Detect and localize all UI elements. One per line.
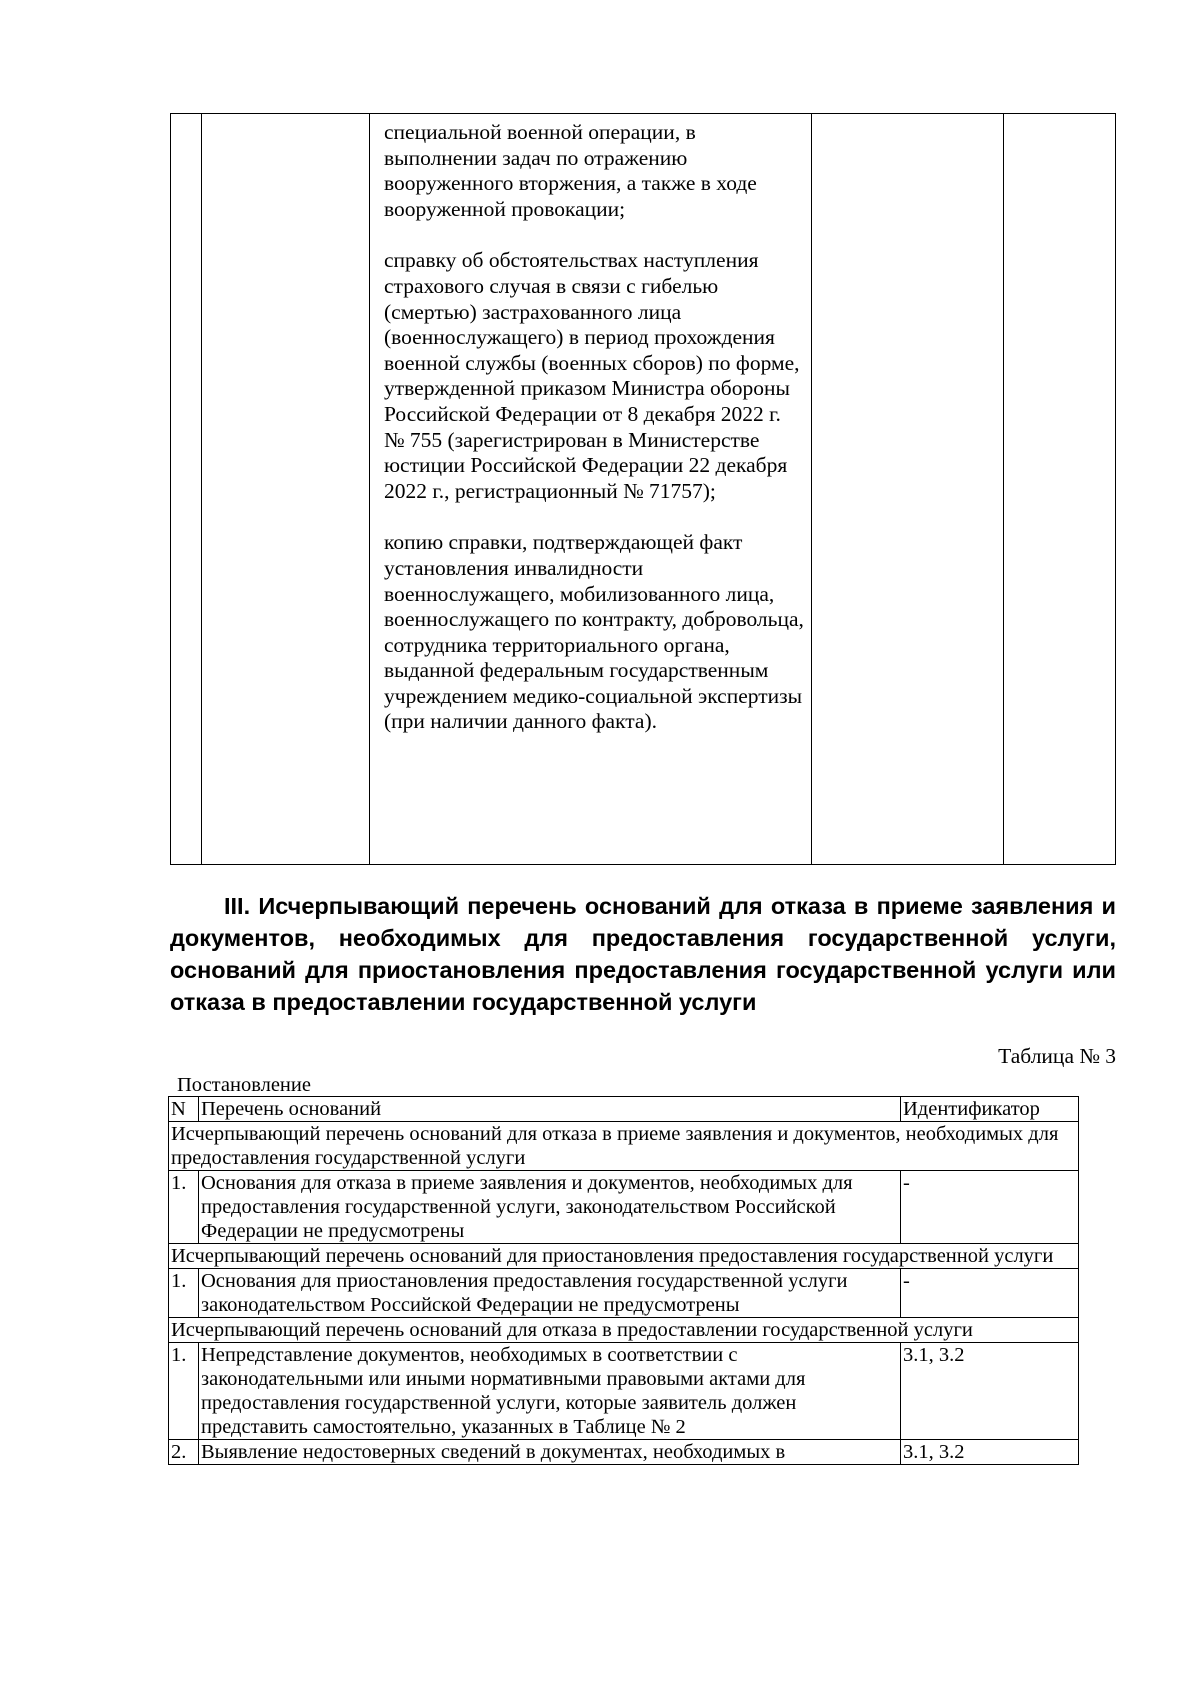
- header-n: N: [169, 1097, 199, 1122]
- row-number: 1.: [169, 1343, 199, 1440]
- table-header-row: [169, 1097, 1079, 1122]
- group-title: Исчерпывающий перечень оснований для приостановления предоставления государственной услуги: [169, 1244, 1079, 1269]
- documents-paragraph: копию справки, подтверждающей факт установления инвалидности военнослужащего, мобилизованного лица, военнослужащего по контракту, добровольца, сотрудника территориального органа, выданной федеральным государственным учреждением медико-социальной экспертизы (при наличии данного факта).: [384, 530, 804, 734]
- grounds-table: [168, 1096, 1079, 1465]
- row-identifier: 3.1, 3.2: [901, 1343, 1079, 1440]
- table-row: [169, 1440, 1079, 1465]
- section-heading-text: III. Исчерпывающий перечень оснований для отказа в приеме заявления и документов, необходимых для предоставления государственной услуги, оснований для приостановления предоставления государственной услуги или отказа в предоставлении государственной услуги: [170, 893, 1116, 1015]
- section-heading: [170, 890, 1116, 1018]
- row-text: Основания для приостановления предоставления государственной услуги законодательством Российской Федерации не предусмотрены: [199, 1269, 901, 1318]
- group-title-row: [169, 1318, 1079, 1343]
- group-title-row: [169, 1244, 1079, 1269]
- column-divider: [201, 114, 202, 864]
- row-number: 2.: [169, 1440, 199, 1465]
- row-identifier: -: [901, 1269, 1079, 1318]
- header-list: Перечень оснований: [199, 1097, 901, 1122]
- column-divider: [369, 114, 370, 864]
- table-row: [169, 1343, 1079, 1440]
- column-divider: [1003, 114, 1004, 864]
- table-row: [169, 1171, 1079, 1244]
- group-title: Исчерпывающий перечень оснований для отказа в приеме заявления и документов, необходимых для предоставления государственной услуги: [169, 1122, 1079, 1171]
- row-text: Выявление недостоверных сведений в документах, необходимых в: [199, 1440, 901, 1465]
- table-label: Таблица № 3: [998, 1044, 1116, 1068]
- continuation-table: [170, 113, 1116, 865]
- row-text: Непредставление документов, необходимых в соответствии с законодательными или иными нормативными правовыми актами для предоставления государственной услуги, которые заявитель должен представить самостоятельно, указанных в Таблице № 2: [199, 1343, 901, 1440]
- group-title-row: [169, 1122, 1079, 1171]
- table-caption: Постановление: [177, 1074, 311, 1096]
- row-number: 1.: [169, 1171, 199, 1244]
- row-identifier: 3.1, 3.2: [901, 1440, 1079, 1465]
- row-identifier: -: [901, 1171, 1079, 1244]
- documents-cell: [384, 120, 804, 735]
- documents-paragraph: специальной военной операции, в выполнении задач по отражению вооруженного вторжения, а также в ходе вооруженной провокации;: [384, 120, 757, 221]
- header-id: Идентификатор: [901, 1097, 1079, 1122]
- table-row: [169, 1269, 1079, 1318]
- group-title: Исчерпывающий перечень оснований для отказа в предоставлении государственной услуги: [169, 1318, 1079, 1343]
- documents-paragraph: справку об обстоятельствах наступления страхового случая в связи с гибелью (смертью) застрахованного лица (военнослужащего) в период прохождения военной службы (военных сборов) по форме, утвержденной приказом Министра обороны Российской Федерации от 8 декабря 2022 г. № 755 (зарегистрирован в Министерстве юстиции Российской Федерации 22 декабря 2022 г., регистрационный № 71757);: [384, 248, 800, 503]
- row-text: Основания для отказа в приеме заявления и документов, необходимых для предоставления государственной услуги, законодательством Российской Федерации не предусмотрены: [199, 1171, 901, 1244]
- row-number: 1.: [169, 1269, 199, 1318]
- column-divider: [811, 114, 812, 864]
